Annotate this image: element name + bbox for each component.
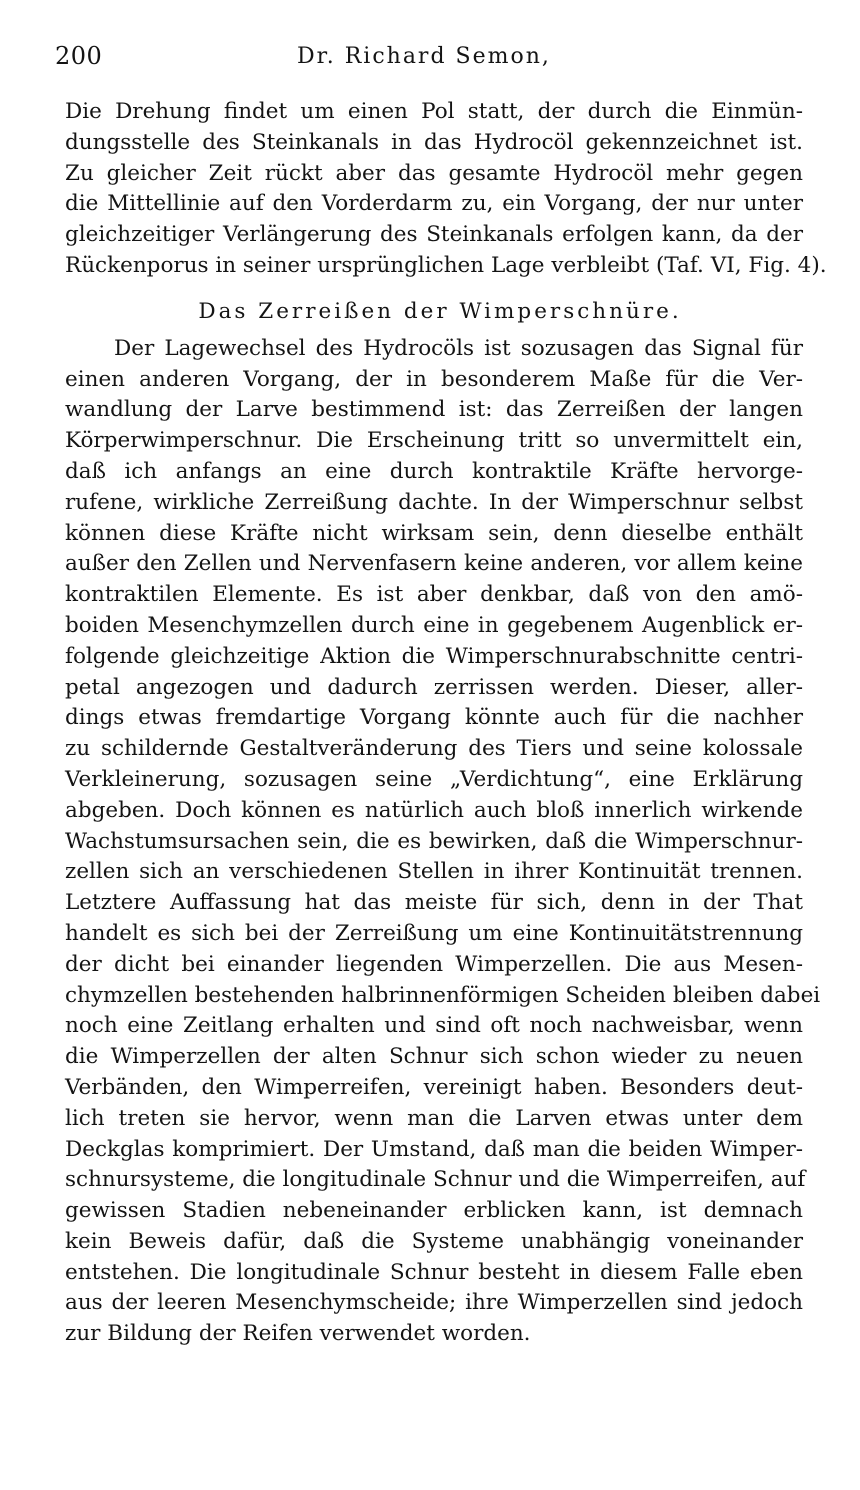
running-head: Dr. Richard Semon,: [297, 44, 551, 69]
text-line: der dicht bei einander liegenden Wimperzellen. Die aus Mesen-: [65, 951, 803, 977]
text-line: chymzellen bestehenden halbrinnenförmigen Scheiden bleiben dabei: [65, 982, 821, 1008]
text-line: folgende gleichzeitige Aktion die Wimperschnurabschnitte centri-: [65, 643, 803, 669]
text-line: Verkleinerung, sozusagen seine „Verdichtung“, eine Erklärung: [65, 766, 803, 792]
text-line: Rückenporus in seiner ursprünglichen Lage verbleibt (Taf. VI, Fig. 4).: [65, 252, 827, 278]
text-line: Letztere Auffassung hat das meiste für sich, denn in der That: [65, 890, 803, 916]
body-text: [65, 97, 827, 1350]
text-line: dungsstelle des Steinkanals in das Hydrocöl gekennzeichnet ist.: [65, 129, 803, 155]
text-line: wandlung der Larve bestimmend ist: das Zerreißen der langen: [65, 397, 803, 423]
paragraph-1: [65, 97, 827, 282]
text-line: kein Beweis dafür, daß die Systeme unabhängig voneinander: [65, 1228, 803, 1254]
section-heading: Das Zerreißen der Wimperschnüre.: [198, 298, 682, 324]
text-line: die Mittellinie auf den Vorderdarm zu, ein Vorgang, der nur unter: [65, 191, 803, 217]
text-line: abgeben. Doch können es natürlich auch bloß innerlich wirkende: [65, 797, 803, 823]
text-line: dings etwas fremdartige Vorgang könnte auch für die nachher: [65, 705, 803, 731]
text-line: noch eine Zeitlang erhalten und sind oft noch nachweisbar, wenn: [65, 1013, 803, 1039]
text-line: Körperwimperschnur. Die Erscheinung tritt so unvermittelt ein,: [65, 428, 803, 454]
text-line: handelt es sich bei der Zerreißung um eine Kontinuitätstrennung: [65, 920, 803, 946]
text-line: Die Drehung findet um einen Pol statt, der durch die Einmün-: [65, 99, 803, 124]
text-line: Verbänden, den Wimperreifen, vereinigt haben. Besonders deut-: [65, 1074, 803, 1100]
text-line: gewissen Stadien nebeneinander erblicken kann, ist demnach: [65, 1198, 803, 1224]
text-line: lich treten sie hervor, wenn man die Larven etwas unter dem: [65, 1105, 803, 1131]
text-line: daß ich anfangs an eine durch kontraktile Kräfte hervorge-: [65, 458, 803, 484]
text-line: Deckglas komprimiert. Der Umstand, daß man die beiden Wimper-: [65, 1136, 803, 1162]
text-line: rufene, wirkliche Zerreißung dachte. In der Wimperschnur selbst: [65, 489, 803, 515]
text-line: entstehen. Die longitudinale Schnur besteht in diesem Falle eben: [65, 1259, 803, 1285]
text-line: gleichzeitiger Verlängerung des Steinkanals erfolgen kann, da der: [65, 222, 803, 248]
text-line: petal angezogen und dadurch zerrissen werden. Dieser, aller-: [65, 674, 803, 700]
text-line: zur Bildung der Reifen verwendet worden.: [65, 1321, 531, 1347]
text-line: zellen sich an verschiedenen Stellen in ihrer Kontinuität trennen.: [65, 859, 803, 885]
text-line: Der Lagewechsel des Hydrocöls ist sozusagen das Signal für: [114, 335, 803, 361]
text-line: außer den Zellen und Nervenfasern keine anderen, vor allem keine: [65, 551, 803, 577]
text-line: Zu gleicher Zeit rückt aber das gesamte Hydrocöl mehr gegen: [65, 160, 803, 186]
paragraph-2: [65, 334, 821, 1350]
text-line: boiden Mesenchymzellen durch eine in gegebenem Augenblick er-: [65, 612, 803, 638]
text-line: schnursysteme, die longitudinale Schnur und die Wimperreifen, auf: [65, 1167, 806, 1193]
text-line: die Wimperzellen der alten Schnur sich schon wieder zu neuen: [65, 1044, 803, 1070]
text-line: zu schildernde Gestaltveränderung des Tiers und seine kolossale: [65, 736, 803, 762]
text-line: einen anderen Vorgang, der in besonderem Maße für die Ver-: [65, 366, 803, 392]
text-line: aus der leeren Mesenchymscheide; ihre Wimperzellen sind jedoch: [65, 1290, 803, 1316]
page-header: [55, 42, 815, 82]
text-line: kontraktilen Elemente. Es ist aber denkbar, daß von den amö-: [65, 582, 803, 608]
text-line: Wachstumsursachen sein, die es bewirken, daß die Wimperschnur-: [65, 828, 803, 854]
page-number: 200: [55, 42, 103, 70]
text-line: können diese Kräfte nicht wirksam sein, denn dieselbe enthält: [65, 520, 803, 546]
